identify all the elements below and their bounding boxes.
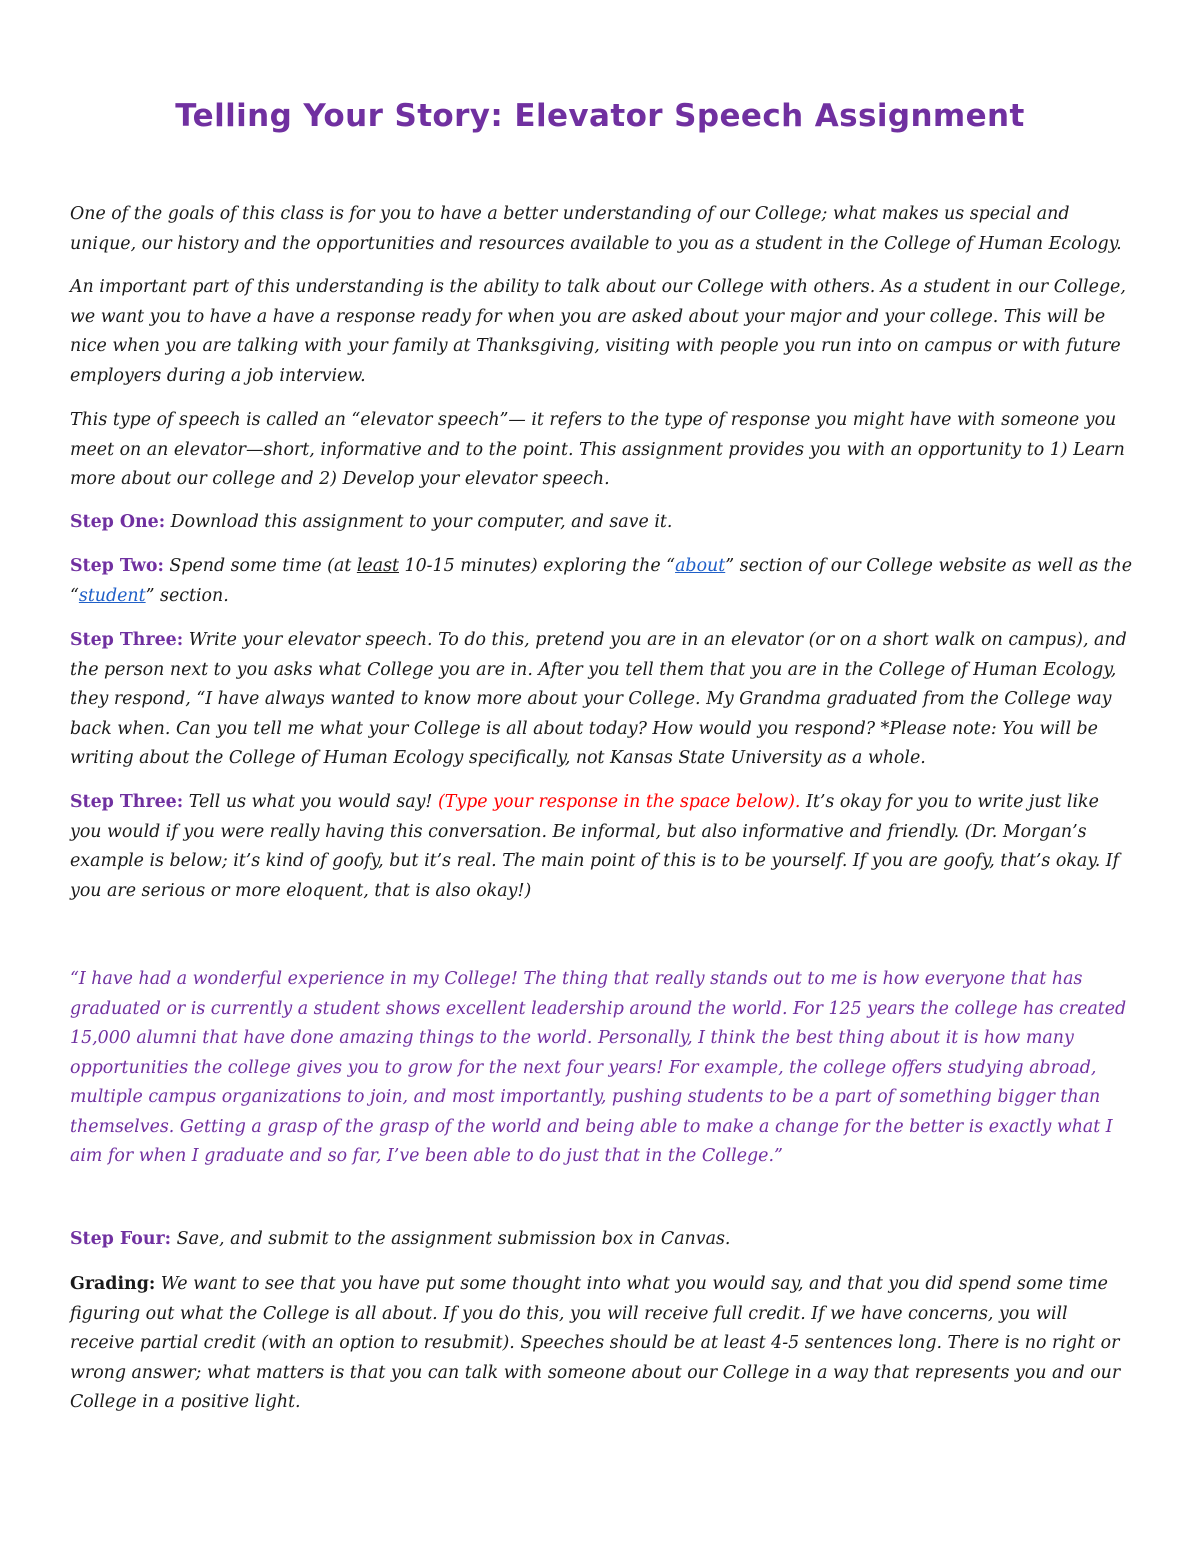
step-four-paragraph <box>70 1225 1132 1255</box>
step-four-label: Step Four: <box>70 1229 172 1249</box>
step-two-text-a: Spend some time (at <box>163 556 357 576</box>
step-two-text-b: 10-15 minutes) exploring the “ <box>399 556 676 576</box>
intro-paragraph-1: One of the goals of this class is for you to have a better understanding of our College; what makes us special and unique, our history and the opportunities and resources available to you as a student in the College of Human Ecology. <box>70 204 1122 254</box>
step-two-paragraph <box>70 552 1132 611</box>
step-three-say-paragraph <box>70 788 1132 906</box>
grading-paragraph <box>70 1270 1132 1418</box>
step-three-write-paragraph <box>70 626 1132 774</box>
step-three-say-text-b: It’s okay for you to write just like you would if you were really having this conversation. Be informal, but also informative and friendly. (Dr. Morgan’s example is below; it’s kind of goofy, but it’s real. The main point of this is to be yourself. If you are goofy, that’s okay. If you are serious or more eloquent, that is also okay!) <box>70 792 1120 901</box>
step-three-write-text: Write your elevator speech. To do this, pretend you are in an elevator (or on a short walk on campus), and the person next to you asks what College you are in. After you tell them that you are in the College of Human Ecology, they respond, “I have always wanted to know more about your College. My Grandma graduated from the College way back when. Can you tell me what your College is all about today? How would you respond? *Please note: You will be writing about the College of Human Ecology specifically, not Kansas State University as a whole. <box>70 630 1127 768</box>
grading-label: Grading: <box>70 1274 156 1294</box>
step-three-write-label: Step Three: <box>70 630 184 650</box>
student-link[interactable]: student <box>78 585 146 606</box>
response-text[interactable]: “I have had a wonderful experience in my College! The thing that really stands out to me is how everyone that has graduated or is currently a student shows excellent leadership around the world. For 125 years the college has created 15,000 alumni that have done amazing things to the world. Personally, I think the best thing about it is how many opportunities the college gives you to grow for the next four years! For example, the college offers studying abroad, multiple campus organizations to join, and most importantly, pushing students to be a part of something bigger than themselves. Getting a grasp of the grasp of the world and being able to make a change for the better is exactly what I aim for when I graduate and so far, I’ve been able to do just that in the College.” <box>70 969 1127 1166</box>
step-four-text: Save, and submit to the assignment submission box in Canvas. <box>171 1229 731 1249</box>
step-one-label: Step One: <box>70 512 166 532</box>
response-instruction: (Type your response in the space below). <box>437 792 801 812</box>
step-two-text-d: ” section. <box>145 585 229 606</box>
step-three-say-text-a: Tell us what you would say! <box>183 792 438 812</box>
intro-paragraph-2: An important part of this understanding is the ability to talk about our College with others. As a student in our College, we want you to have a have a response ready for when you are asked about your major and your college. This will be nice when you are talking with your family at Thanksgiving, visiting with people you run into on campus or with future employers during a job interview. <box>70 277 1126 386</box>
about-link[interactable]: about <box>675 556 726 576</box>
step-two-label: Step Two: <box>70 556 164 576</box>
step-one-text: Download this assignment to your computer, and save it. <box>165 512 673 532</box>
least-emphasis: least <box>356 556 399 576</box>
page-title: Telling Your Story: Elevator Speech Assignment <box>175 98 1025 134</box>
grading-text: We want to see that you have put some thought into what you would say, and that you did spend some time figuring out what the College is all about. If you do this, you will receive full credit. If we have concerns, you will receive partial credit (with an option to resubmit). Speeches should be at least 4-5 sentences long. There is no right or wrong answer; what matters is that you can talk with someone about our College in a way that represents you and our College in a positive light. <box>70 1274 1121 1412</box>
intro-paragraph-3: This type of speech is called an “elevator speech”— it refers to the type of response you might have with someone you meet on an elevator—short, informative and to the point. This assignment provides you with an opportunity to 1) Learn more about our college and 2) Develop your elevator speech. <box>70 410 1125 489</box>
step-one-paragraph <box>70 508 1132 538</box>
step-three-say-label: Step Three: <box>70 792 184 812</box>
step-two-text-c: ” section of our College website as well as the “ <box>70 556 1133 606</box>
